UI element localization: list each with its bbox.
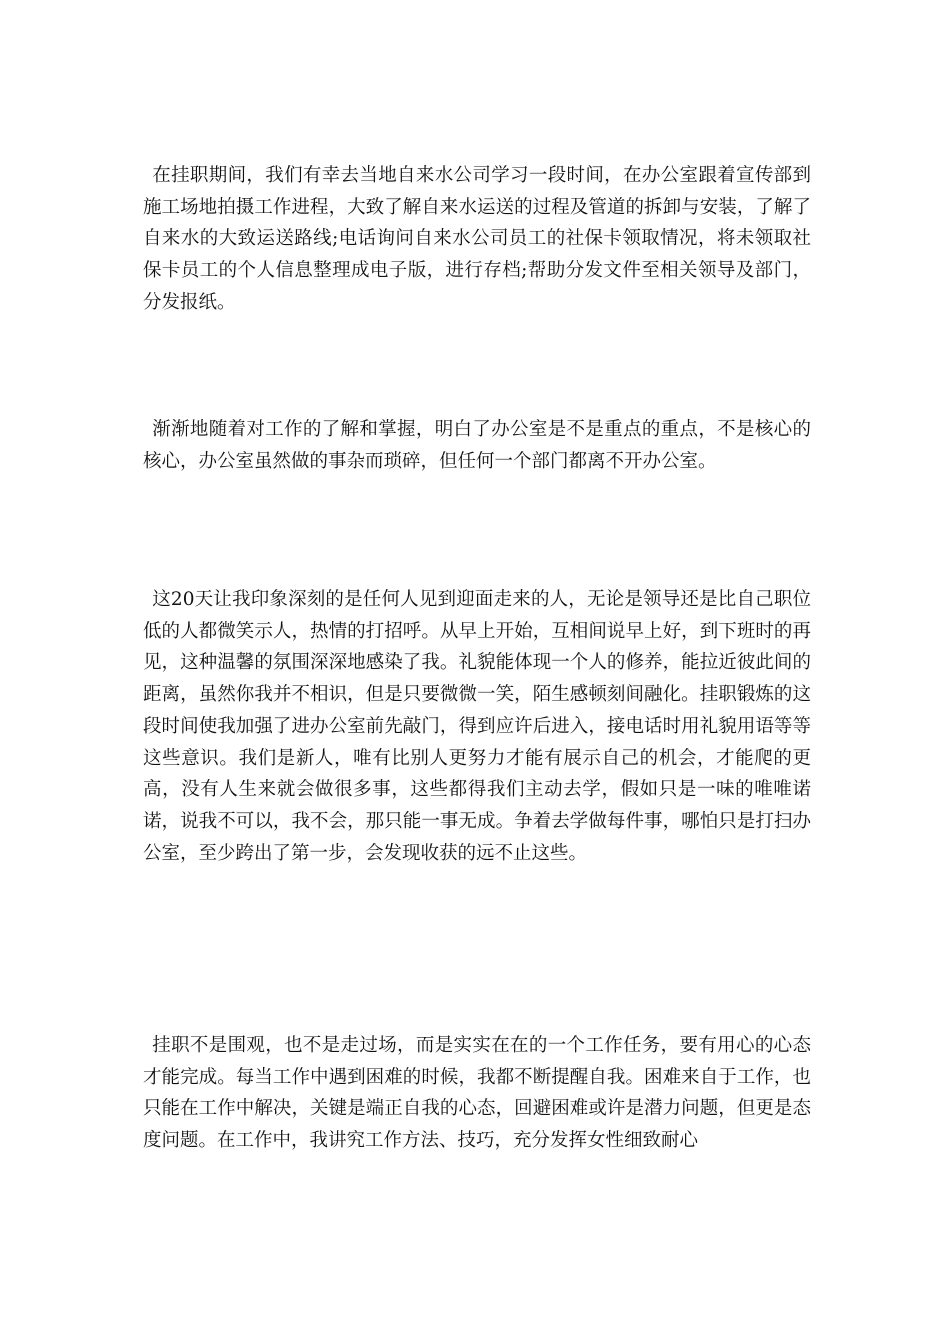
paragraph-internship-water-company: 在挂职期间，我们有幸去当地自来水公司学习一段时间，在办公室跟着宣传部到施工场地拍摄工作进程，大致了解自来水运送的过程及管道的拆卸与安装，了解了自来水的大致运送路线;电话询问自来水公司员工的社保卡领取情况，将未领取社保卡员工的个人信息整理成电子版，进行存档;帮助分发文件至相关领导及部门，分发报纸。 (143, 165, 811, 313)
paragraph-courtesy-impression: 这20天让我印象深刻的是任何人见到迎面走来的人，无论是领导还是比自己职位低的人都微笑示人，热情的打招呼。从早上开始，互相间说早上好，到下班时的再见，这种温馨的氛围深深地感染了我。礼貌能体现一个人的修养，能拉近彼此间的距离，虽然你我并不相识，但是只要微微一笑，陌生感顿刻间融化。挂职锻炼的这段时间使我加强了进办公室前先敲门，得到应许后进入，接电话时用礼貌用语等等这些意识。我们是新人，唯有比别人更努力才能有展示自己的机会，才能爬的更高，没有人生来就会做很多事，这些都得我们主动去学，假如只是一味的唯唯诺诺，说我不可以，我不会，那只能一事无成。争着去学做每件事，哪怕只是打扫办公室，至少跨出了第一步，会发现收获的远不止这些。 (143, 589, 811, 864)
paragraph-attitude-toward-work: 挂职不是围观，也不是走过场，而是实实在在的一个工作任务，要有用心的心态才能完成。每当工作中遇到困难的时候，我都不断提醒自我。困难来自于工作，也只能在工作中解决，关键是端正自我的心态，回避困难或许是潜力问题，但更是态度问题。在工作中，我讲究工作方法、技巧，充分发挥女性细致耐心 (143, 1035, 811, 1152)
paragraph-office-importance: 渐渐地随着对工作的了解和掌握，明白了办公室是不是重点的重点，不是核心的核心，办公室虽然做的事杂而琐碎，但任何一个部门都离不开办公室。 (143, 419, 811, 472)
